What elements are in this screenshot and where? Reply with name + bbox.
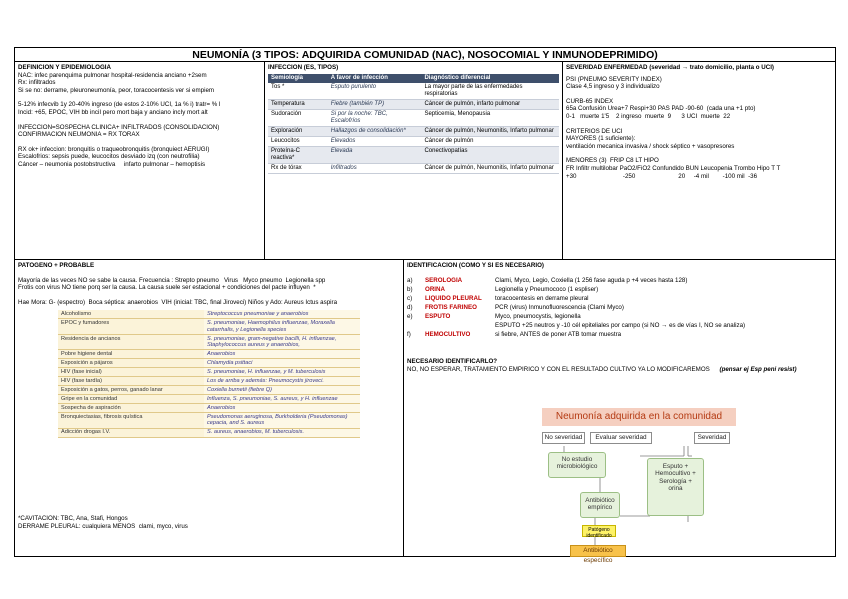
tag-evaluar-severidad: Evaluar severidad (590, 432, 652, 444)
infeccion-cell: Elevados (328, 136, 422, 146)
identificacion-text: Clami, Myco, Legio, Coxiella (1 256 fase aguda p +4 veces hasta 128) (495, 276, 688, 284)
patogeno-factor: Exposición a gatos, perros, ganado lanar (58, 386, 204, 395)
page-title: NEUMONÍA (3 TIPOS: ADQUIRIDA COMUNIDAD (NAC), NOSOCOMIAL Y INMUNODEPRIMIDO) (15, 48, 835, 62)
identificacion-item (407, 304, 832, 312)
identificacion-letter: f) (407, 331, 411, 339)
severidad-section (563, 62, 835, 259)
severidad-line: 65a Confusión Urea+7 Respi+30 PAS PAD -90-60 (cada una +1 pto) (566, 105, 756, 113)
patogeno-table (58, 310, 360, 437)
patogeno-row (58, 334, 360, 349)
infeccion-column-header: A favor de infección (328, 74, 422, 83)
identificacion-name: SEROLOGIA (425, 276, 463, 284)
definicion-line: Incid: +65, EPOC, VIH bb inciI pero mort baja y anciano incIy mort alt (18, 108, 208, 116)
infeccion-cell: Cáncer de pulmón, Neumonitis, Infarto pulmonar (421, 126, 559, 136)
infeccion-cell: Esputo purulento (328, 83, 422, 100)
patogeno-organismos: Influenza, S. pneumoniae, S. aureus, y H. influenzae (204, 395, 360, 404)
identificacion-text: PCR (virus) Inmunofluorescencia (Clami Myco) (495, 303, 624, 311)
severidad-line: MAYORES (1 suficiente): (566, 135, 636, 143)
patogeno-row (58, 310, 360, 319)
severidad-line: +30 -250 20 -4 mil -100 mil -36 (566, 172, 758, 180)
identificacion-item (407, 313, 832, 321)
infeccion-column-header: Diagnóstico diferencial (421, 74, 559, 83)
definicion-line: Si se no: derrame, pleuroneumonía, peor, toracocentesis ver si empiem (18, 86, 215, 94)
severidad-line: 0-1 muerte 1'5 2 ingreso muerte 9 3 UCI muerte 22 (566, 112, 731, 120)
identificacion-item (407, 295, 832, 303)
severidad-line: CURB-65 INDEX (566, 97, 614, 105)
definicion-gap (18, 94, 261, 101)
definicion-text (18, 72, 261, 169)
infeccion-cell: Hallazgos de consolidación* (328, 126, 422, 136)
patogeno-factor: HIV (fase tardía) (58, 377, 204, 386)
patogeno-row (58, 404, 360, 413)
infeccion-cell: Sudoración (268, 109, 328, 126)
definicion-line: CONFIRMACION NEUMONIA = RX TORAX (18, 131, 140, 139)
definicion-line: 5-12% infecvib 1y 20-40% ingreso (de estos 2-10% UCI, 1a % i) tratr= % l (18, 101, 221, 109)
identificacion-letter: c) (407, 294, 413, 302)
severidad-heading: SEVERIDAD ENFERMEDAD (severidad → trato domicilio, planta o UCI) (566, 64, 774, 71)
identificacion-item (407, 331, 832, 339)
identificacion-text: toracocentesis en derrame pleural (495, 294, 589, 302)
identificacion-letter: e) (407, 312, 413, 320)
identificacion-text: ESPUTO +25 neutros y -10 cél epiteliales por campo (si NO → es de vías I, NO se analiza) (495, 322, 746, 330)
definicion-line: RX ok+ infeccion: bronquitis o traqueobronquitis (bronquiect AERUGI) (18, 145, 210, 153)
severidad-line: FR Infiltr multilobar PaO2/FiO2 Confundido BUN Leucopenia Trombo Hipo T T (566, 164, 781, 172)
infeccion-cell: Elevada (328, 146, 422, 163)
patogeno-organismos: Chlamydia psittaci (204, 359, 360, 368)
infeccion-row (268, 136, 559, 146)
severidad-gap (566, 150, 832, 157)
severidad-line: Clase 4,5 ingreso y 3 individualizo (566, 83, 660, 91)
box-patogeno-identificado: Patógeno identificado (582, 525, 616, 537)
patogeno-organismos: Anaerobios (204, 350, 360, 359)
patogeno-row (58, 413, 360, 428)
identificacion-item (407, 322, 832, 330)
infeccion-cell: Tos * (268, 83, 328, 100)
patogeno-line: Mayoría de las veces NO se sabe la causa. Frecuencia : Strepto pneumo Virus Myco pneumo Legionella spp (18, 276, 326, 284)
patogeno-organismos: S. pneumoniae, gram-negative bacilli, H. influenzae, Staphylococcus aureus y anaerobios, (204, 334, 360, 349)
infeccion-row (268, 146, 559, 163)
patogeno-row (58, 319, 360, 334)
patogeno-row (58, 386, 360, 395)
infeccion-heading: INFECCION (ES, TIPOS) (268, 64, 339, 71)
tag-severidad: Severidad (694, 432, 730, 444)
infeccion-cell: Exploración (268, 126, 328, 136)
identificacion-name: ORINA (425, 285, 445, 293)
definicion-line: INFECCION=SOSPECHA CLINICA+ INFILTRADOS (CONSOLIDACION) (18, 123, 220, 131)
nac-flowchart (540, 406, 832, 564)
infeccion-section (265, 62, 562, 259)
patogeno-organismos: Streptococcus pneumoniae y anaerobios (204, 310, 360, 319)
identificacion-letter: b) (407, 285, 413, 293)
infeccion-row (268, 126, 559, 136)
identificacion-text: Myco, pneumocystis, legionella (495, 312, 581, 320)
patogeno-footer-line: *CAVITACION: TBC, Ana, Stafi, Hongos (18, 515, 128, 522)
patogeno-organismos: Coxiella burnetii (fiebre Q) (204, 386, 360, 395)
box-no-estudio: No estudio microbiológico (548, 452, 606, 478)
infeccion-row (268, 163, 559, 173)
necesario-note: (pensar ej Esp peni resist) (719, 365, 797, 373)
patogeno-heading: PATOGENO + PROBABLE (18, 262, 95, 269)
definicion-gap (18, 139, 261, 146)
severidad-gap (566, 121, 832, 128)
patogeno-organismos: Pseudomonas aeruginosa, Burkholderia (Pseudomonas) cepacia, and S. aureus (204, 413, 360, 428)
patogeno-row (58, 368, 360, 377)
box-antibiotico-empirico: Antibiótico empírico (580, 492, 620, 518)
definicion-line: NAC: infec parenquima pulmonar hospital-residencia anciano +2sem (18, 71, 207, 79)
identificacion-text: si fiebre, ANTES de poner ATB tomar muestra (495, 331, 622, 339)
infeccion-cell: Fiebre (también TP) (328, 99, 422, 109)
infeccion-row (268, 99, 559, 109)
patogeno-row (58, 377, 360, 386)
identificacion-name (425, 322, 495, 330)
patogeno-organismos: S. pneumoniae, Haemophilus influenzae, Moraxella catarrhalis, y Legionella species (204, 319, 360, 334)
infeccion-cell: Infiltrados (328, 163, 422, 173)
patogeno-text (18, 277, 400, 307)
infeccion-cell: Cáncer de pulmón (421, 136, 559, 146)
patogeno-factor: Bronquiectasias, fibrosis quística (58, 413, 204, 428)
patogeno-factor: Adicción drogas I.V. (58, 428, 204, 437)
definicion-line: Rx: infiltrados (18, 79, 56, 87)
box-pruebas: Esputo + Hemocultivo + Serología + orina (647, 458, 704, 516)
infeccion-cell: Cáncer de pulmón, Neumonitis, Infarto pulmonar (421, 163, 559, 173)
patogeno-factor: HIV (fase inicial) (58, 368, 204, 377)
patogeno-organismos: S. aureus, anaerobios, M. tuberculosis. (204, 428, 360, 437)
infeccion-cell: Leucocitos (268, 136, 328, 146)
definicion-line: Escalofrios: sepsis puede, leucocitos desviado izq (con neutrofilia) (18, 153, 200, 161)
infeccion-cell: Si por la noche: TBC, Escalofríos (328, 109, 422, 126)
patogeno-organismos: Los de arriba y además: Pneumocystis jiroveci. (204, 377, 360, 386)
identificacion-name: HEMOCULTIVO (425, 331, 471, 339)
infeccion-column-header: Semiología (268, 74, 328, 83)
patogeno-row (58, 359, 360, 368)
infeccion-cell: Conectivopatías (421, 146, 559, 163)
infeccion-table (268, 74, 559, 174)
severidad-gap (566, 91, 832, 98)
patogeno-footer (18, 515, 188, 530)
infeccion-cell: Proteína-C reactiva* (268, 146, 328, 163)
identificacion-name: LIQUIDO PLEURAL (425, 294, 482, 302)
severidad-line: PSI (PNEUMO SEVERITY INDEX) (566, 75, 662, 83)
identificacion-text: Legionella y Pneumococo (1 espliser) (495, 285, 599, 293)
tag-no-severidad: No severidad (542, 432, 585, 444)
identificacion-item (407, 277, 832, 285)
patogeno-factor: Alcoholismo (58, 310, 204, 319)
patogeno-gap (18, 292, 400, 299)
patogeno-section (15, 260, 403, 556)
necesario-text: NO, NO ESPERAR, TRATAMIENTO EMPIRICO Y CON EL RESULTADO CULTIVO YA LO MODIFICAREMOS (407, 365, 710, 373)
patogeno-footer-line: DERRAME PLEURAL: cualquiera MENOS clami, myco, virus (18, 522, 188, 530)
patogeno-organismos: S. pneumoniae, H. influenzae, y M. tuberculosis (204, 368, 360, 377)
infeccion-cell: Rx de tórax (268, 163, 328, 173)
patogeno-row (58, 395, 360, 404)
identificacion-letter: a) (407, 276, 413, 284)
patogeno-factor: EPOC y fumadores (58, 319, 204, 334)
severidad-text (566, 76, 832, 181)
patogeno-factor: Exposición a pájaros (58, 359, 204, 368)
patogeno-line: Frotis con virus NO tiene porq ser la causa. La causa suele ser estacional + condiciones del pacte influyen * (18, 284, 316, 292)
definicion-gap (18, 117, 261, 124)
infeccion-cell: La mayor parte de las enfermedades respiratorias (421, 83, 559, 100)
identificacion-name: FROTIS FARINEO (425, 303, 477, 311)
infeccion-cell: Septicemia, Menopausia (421, 109, 559, 126)
necesario-heading: NECESARIO IDENTIFICARLO? (407, 358, 498, 366)
infeccion-cell: Temperatura (268, 99, 328, 109)
identificacion-heading: IDENTIFICACION (COMO Y SI ES NECESARIO) (407, 262, 544, 269)
identificacion-letter (407, 322, 425, 330)
severidad-line: ventilación mecanica invasiva / shock séptico + vasopresores (566, 142, 735, 150)
severidad-line: MENORES (3) FRIP C8 LT HIPO (566, 157, 659, 165)
identificacion-item (407, 286, 832, 294)
severidad-line: CRITERIOS DE UCI (566, 127, 623, 135)
patogeno-organismos: Anaerobios (204, 404, 360, 413)
patogeno-row (58, 428, 360, 437)
patogeno-factor: Gripe en la comunidad (58, 395, 204, 404)
flowchart-title: Neumonía adquirida en la comunidad (542, 408, 736, 426)
identificacion-name: ESPUTO (425, 312, 451, 320)
identificacion-list (407, 277, 832, 339)
definicion-line: Cáncer – neumonia postobstructiva infarto pulmonar – hemoptisis (18, 160, 206, 168)
patogeno-factor: Sospecha de aspiración (58, 404, 204, 413)
patogeno-factor: Pobre higiene dental (58, 350, 204, 359)
infeccion-cell: Cáncer de pulmón, infarto pulmonar (421, 99, 559, 109)
patogeno-row (58, 350, 360, 359)
patogeno-factor: Residencia de ancianos (58, 334, 204, 349)
infeccion-row (268, 109, 559, 126)
definicion-heading: DEFINICION Y EPIDEMIOLOGIA (18, 64, 111, 71)
patogeno-line: Hae Mora: G- (espectro) Boca séptica: anaerobios VIH (inicial: TBC, final Jiroveci) Niños y Ado: Aureus Ictus aspira (18, 298, 338, 306)
identificacion-letter: d) (407, 303, 413, 311)
infeccion-row (268, 83, 559, 100)
box-antibiotico-especifico: Antibiótico específico (570, 545, 626, 557)
definicion-section (15, 62, 264, 259)
